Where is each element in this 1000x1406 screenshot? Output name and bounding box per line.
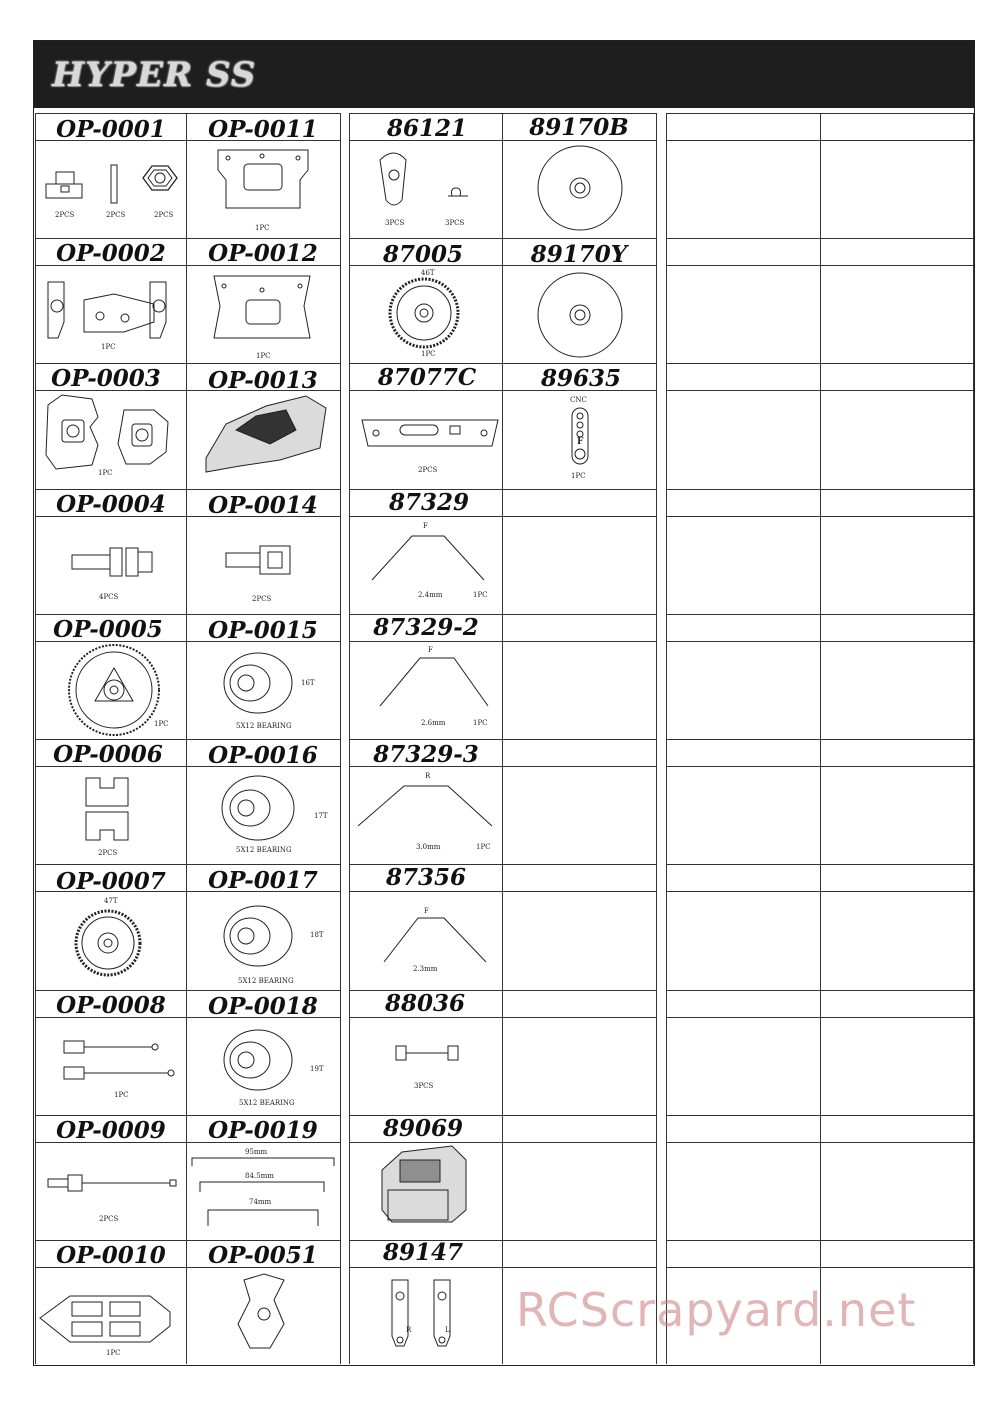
caption: 2.3mm xyxy=(413,965,438,973)
chassis-drawing xyxy=(40,1296,170,1342)
part-number: 87329-2 xyxy=(373,614,479,641)
caption: 1PC xyxy=(473,591,488,599)
caption: 1PC xyxy=(571,472,586,480)
part-number: 87005 xyxy=(382,241,464,268)
caption: F xyxy=(428,646,433,654)
gear-47t-drawing xyxy=(76,911,140,975)
plate-drawing xyxy=(238,1274,284,1348)
caption: CNC xyxy=(570,396,587,404)
part-number: OP-0007 xyxy=(56,868,166,895)
caption: 2PCS xyxy=(252,595,272,603)
part-number: 87329 xyxy=(388,489,470,516)
steering-arm-drawing xyxy=(392,1280,450,1346)
drive-cup-drawing xyxy=(72,548,152,576)
anti-roll-bar-drawing xyxy=(358,536,492,962)
caption: 2PCS xyxy=(106,211,126,219)
caption: 1PC xyxy=(106,1349,121,1357)
caption: 1PC xyxy=(255,224,270,232)
part-number: OP-0003 xyxy=(51,365,161,392)
center-shaft-drawing xyxy=(48,1175,176,1191)
caption: 17T xyxy=(314,812,328,820)
body-drawing xyxy=(206,396,326,472)
part-number: OP-0018 xyxy=(208,993,318,1020)
watermark: RCScrapyard.net xyxy=(516,1283,917,1337)
caption: 2PCS xyxy=(418,466,438,474)
rear-shock-tower-drawing xyxy=(214,276,310,338)
caption: 18T xyxy=(310,931,324,939)
caption: L xyxy=(445,1326,450,1334)
radio-box-drawing xyxy=(382,1146,466,1222)
caption: 74mm xyxy=(249,1198,272,1206)
hub-carrier-drawing xyxy=(46,395,168,469)
caption: 2PCS xyxy=(99,1215,119,1223)
part-number: OP-0012 xyxy=(208,240,318,267)
caption: 2PCS xyxy=(154,211,174,219)
part-number: OP-0017 xyxy=(208,867,318,894)
caption: 5X12 BEARING xyxy=(239,1099,295,1107)
brake-disc-drawing xyxy=(538,146,622,357)
part-number: OP-0005 xyxy=(53,616,163,643)
part-number: 87356 xyxy=(385,864,467,891)
caption: 3PCS xyxy=(385,219,405,227)
part-number: 87077C xyxy=(377,364,477,391)
servo-horn-drawing xyxy=(572,408,588,464)
part-number: 88036 xyxy=(384,990,466,1017)
caption: 1PC xyxy=(421,350,436,358)
caption: F xyxy=(577,437,584,447)
part-number: OP-0009 xyxy=(56,1117,166,1144)
part-number: 89147 xyxy=(382,1239,464,1266)
caption: R xyxy=(406,1326,412,1334)
caption: 47T xyxy=(104,897,118,905)
part-number: OP-0019 xyxy=(208,1117,318,1144)
caption: 1PC xyxy=(114,1091,129,1099)
diff-gear-drawing xyxy=(222,653,294,1090)
part-number: 86121 xyxy=(386,115,468,142)
part-number: OP-0008 xyxy=(56,992,166,1019)
diff-mount-drawing xyxy=(86,778,128,840)
caption: 1PC xyxy=(476,843,491,851)
caption: 5X12 BEARING xyxy=(236,722,292,730)
caption: 1PC xyxy=(101,343,116,351)
part-number: OP-0016 xyxy=(208,742,318,769)
caption: 3.0mm xyxy=(416,843,441,851)
caption: 1PC xyxy=(98,469,113,477)
part-number: OP-0011 xyxy=(208,116,318,143)
cvd-drawing xyxy=(64,1041,174,1079)
part-number: OP-0010 xyxy=(56,1242,166,1269)
part-number: OP-0002 xyxy=(56,240,166,267)
part-number: 87329-3 xyxy=(373,741,479,768)
caption: 1PC xyxy=(473,719,488,727)
caption: R xyxy=(425,772,431,780)
gear-46t-drawing xyxy=(390,279,458,347)
part-number: 89635 xyxy=(540,365,622,392)
caption: 3PCS xyxy=(445,219,465,227)
steering-knuckle-drawing xyxy=(48,282,166,338)
part-number: OP-0015 xyxy=(208,617,318,644)
caption: 2.4mm xyxy=(418,591,443,599)
caption: 19T xyxy=(310,1065,324,1073)
shock-tower-drawing xyxy=(218,150,308,208)
caption: 3PCS xyxy=(414,1082,434,1090)
part-number: 89170B xyxy=(529,114,629,141)
spur-gear-drawing xyxy=(69,645,159,735)
sway-bar-set-drawing xyxy=(192,1158,334,1226)
caption: 95mm xyxy=(245,1148,268,1156)
caption: 2.6mm xyxy=(421,719,446,727)
part-number: OP-0014 xyxy=(208,492,318,519)
caption: F xyxy=(423,522,428,530)
caption: 2PCS xyxy=(55,211,75,219)
hex-hub-drawing xyxy=(46,165,177,203)
caption: 1PC xyxy=(154,720,169,728)
drive-shaft-drawing xyxy=(396,1046,458,1060)
brace-plate-drawing xyxy=(362,420,498,446)
caption: 5X12 BEARING xyxy=(236,846,292,854)
brand-logo: HYPER SS xyxy=(52,55,257,95)
caption: 46T xyxy=(421,269,435,277)
part-number: 89170Y xyxy=(530,241,628,268)
caption: 16T xyxy=(301,679,315,687)
part-number: OP-0006 xyxy=(53,741,163,768)
caption: 5X12 BEARING xyxy=(238,977,294,985)
caption: 4PCS xyxy=(99,593,119,601)
outdrive-drawing xyxy=(226,546,290,574)
part-number: OP-0013 xyxy=(208,367,318,394)
caption: 84.5mm xyxy=(245,1172,274,1180)
caption: 2PCS xyxy=(98,849,118,857)
caption: 1PC xyxy=(256,352,271,360)
part-number: 89069 xyxy=(382,1115,464,1142)
part-number: OP-0004 xyxy=(56,491,166,518)
caption: F xyxy=(424,907,429,915)
servo-saver-drawing xyxy=(380,153,468,205)
part-number: OP-0001 xyxy=(56,116,166,143)
part-number: OP-0051 xyxy=(208,1242,318,1269)
